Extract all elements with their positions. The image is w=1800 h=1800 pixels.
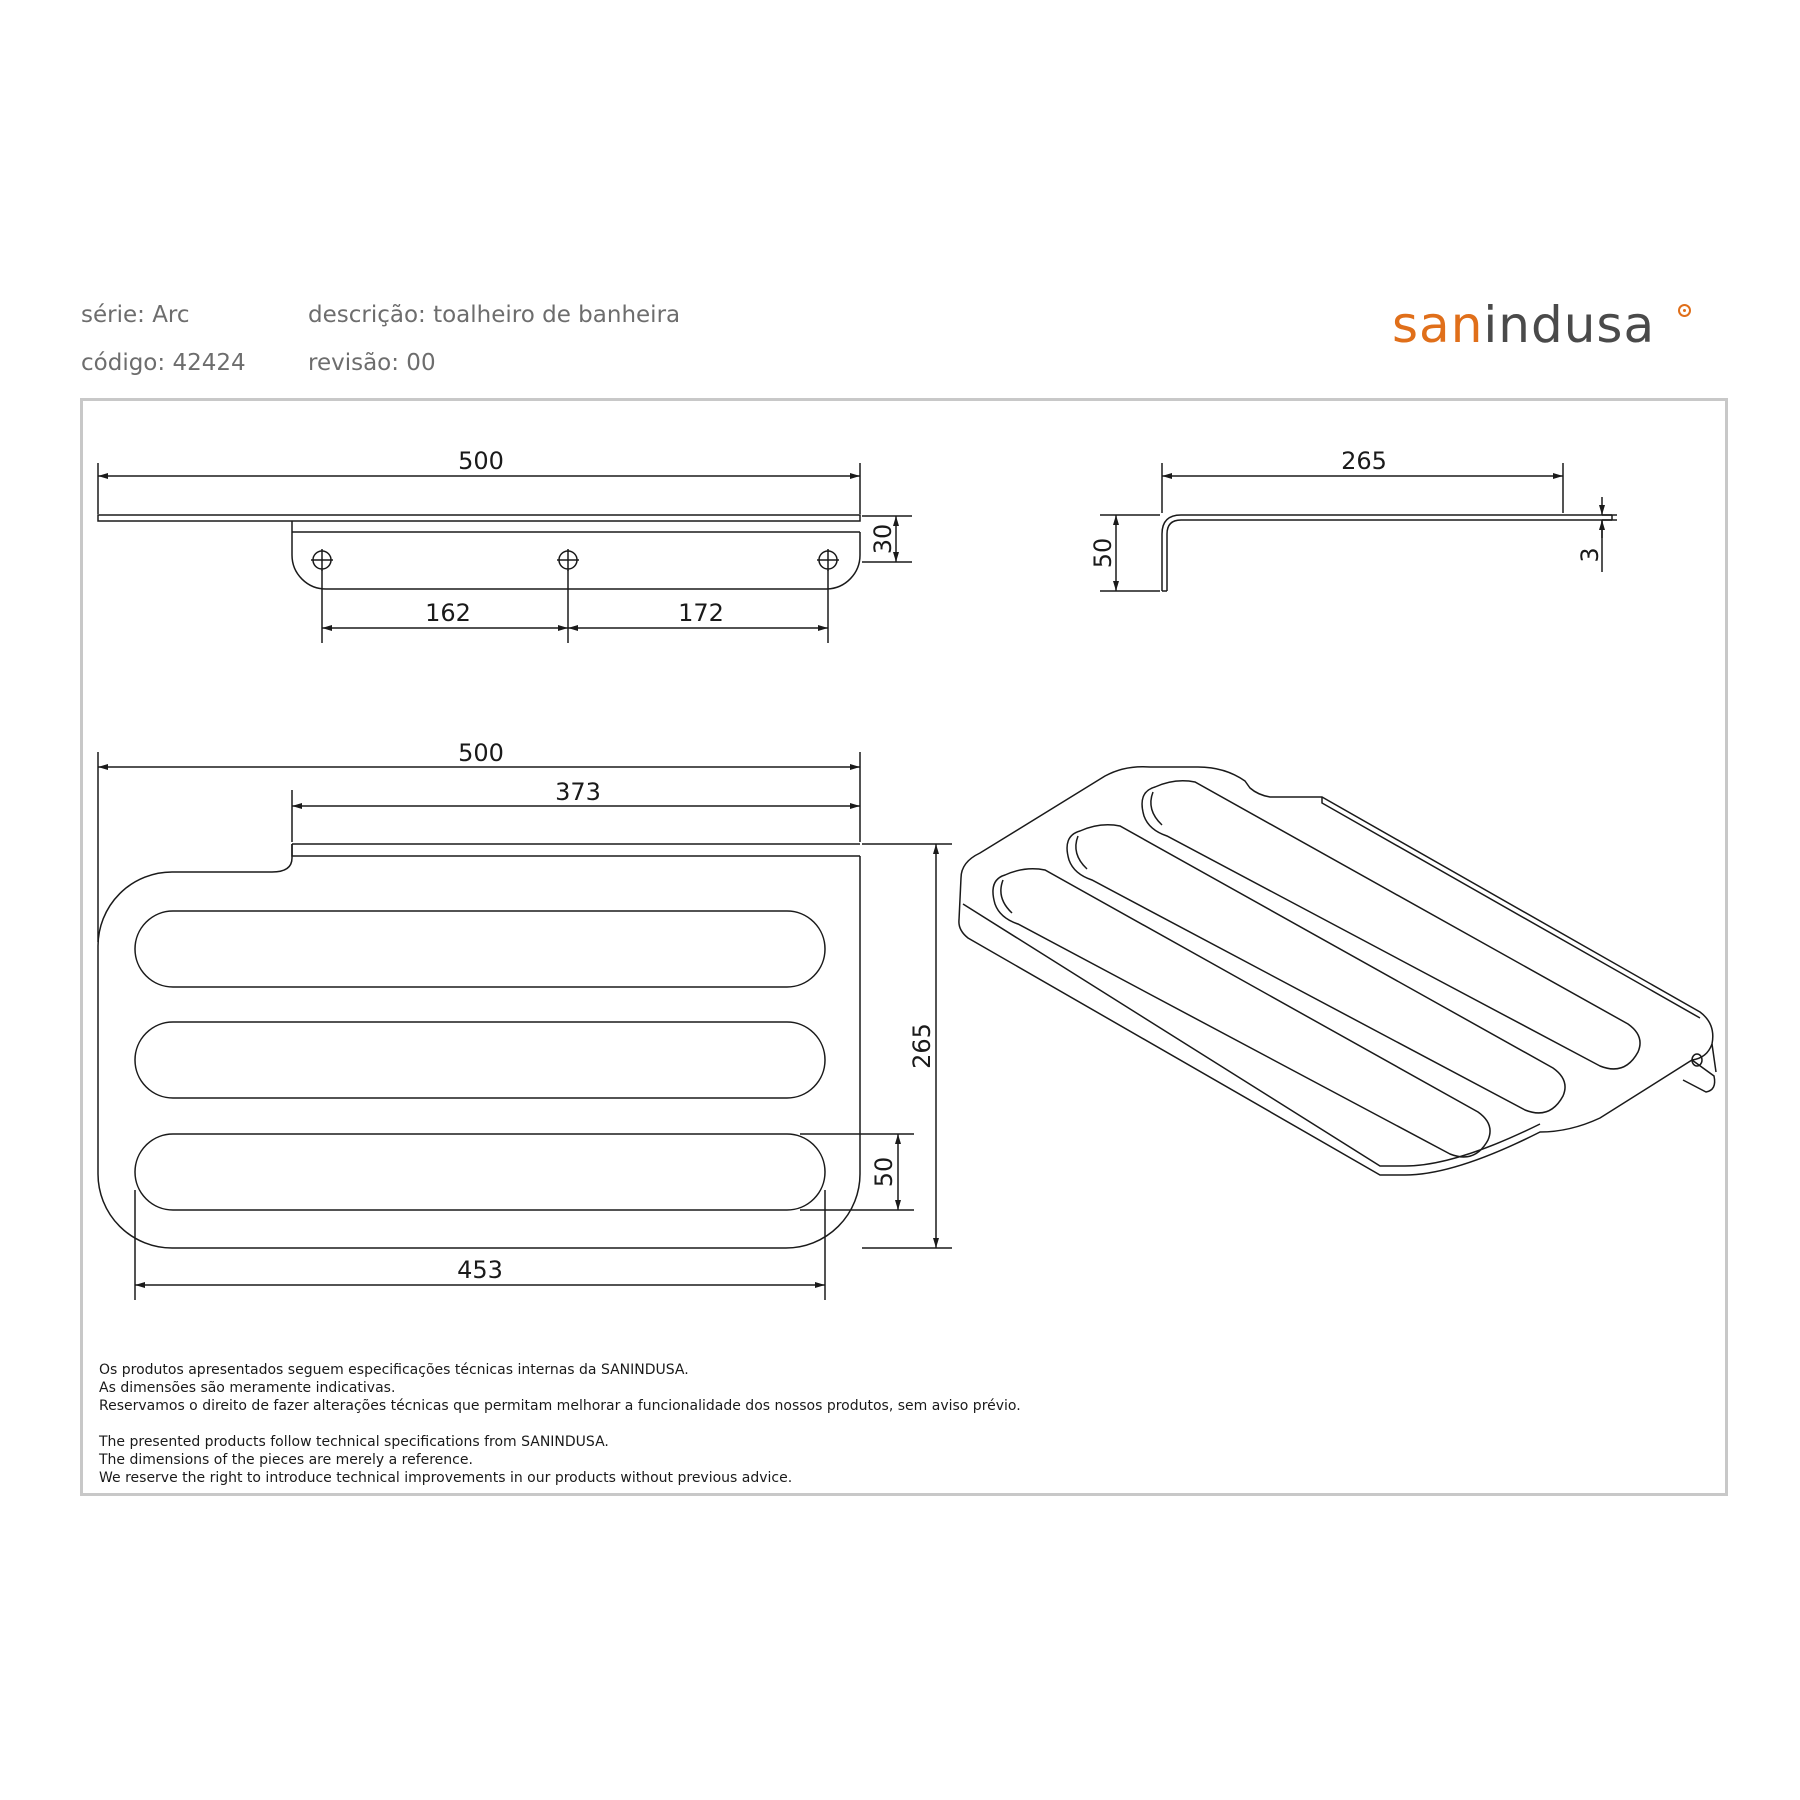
brand-logo-part2: indusa xyxy=(1483,296,1656,354)
descricao-label: descrição: toalheiro de banheira xyxy=(308,302,681,328)
codigo-label: código: 42424 xyxy=(81,350,246,376)
notes-en xyxy=(99,1433,792,1487)
brand-logo-part1: san xyxy=(1392,296,1484,354)
dim-side-depth: 265 xyxy=(1341,447,1387,475)
dim-hole-left: 162 xyxy=(425,599,471,627)
dim-side-height: 50 xyxy=(1089,537,1117,569)
iso-slot-3 xyxy=(1142,781,1640,1069)
note-pt-2: As dimensões são meramente indicativas. xyxy=(99,1380,396,1396)
slot-2 xyxy=(135,1022,825,1098)
notes-pt xyxy=(99,1361,1021,1415)
screw-hole-right-icon xyxy=(817,549,839,571)
revisao-label: revisão: 00 xyxy=(308,350,436,376)
dim-top-depth: 265 xyxy=(908,1023,936,1069)
dimension-labels xyxy=(425,447,1604,1284)
note-en-3: We reserve the right to introduce technical improvements in our products without previous advice. xyxy=(99,1470,793,1486)
note-pt-3: Reservamos o direito de fazer alterações técnicas que permitam melhorar a funcionalidade dos nossos produtos, sem aviso prévio. xyxy=(99,1398,1021,1414)
dim-front-width: 500 xyxy=(458,447,504,475)
iso-slot-2 xyxy=(1067,825,1565,1113)
slot-1 xyxy=(135,911,825,987)
note-en-1: The presented products follow technical specifications from SANINDUSA. xyxy=(99,1434,609,1450)
dim-top-inner: 373 xyxy=(555,778,601,806)
dim-front-height: 30 xyxy=(869,523,897,555)
slot-3 xyxy=(135,1134,825,1210)
note-pt-1: Os produtos apresentados seguem especificações técnicas internas da SANINDUSA. xyxy=(99,1362,689,1378)
dim-slot-length: 453 xyxy=(457,1256,503,1284)
note-en-2: The dimensions of the pieces are merely a reference. xyxy=(99,1452,473,1468)
serie-label: série: Arc xyxy=(81,302,190,328)
dim-slot-width: 50 xyxy=(870,1156,898,1188)
top-view xyxy=(98,752,952,1300)
dim-top-width: 500 xyxy=(458,739,504,767)
front-view xyxy=(98,463,912,643)
dim-hole-right: 172 xyxy=(678,599,724,627)
screw-hole-center-icon xyxy=(557,549,579,571)
iso-slot-1 xyxy=(993,869,1490,1157)
isometric-view xyxy=(959,767,1716,1175)
dim-side-thickness: 3 xyxy=(1576,547,1604,563)
screw-hole-left-icon xyxy=(311,549,333,571)
side-view xyxy=(1100,463,1617,591)
